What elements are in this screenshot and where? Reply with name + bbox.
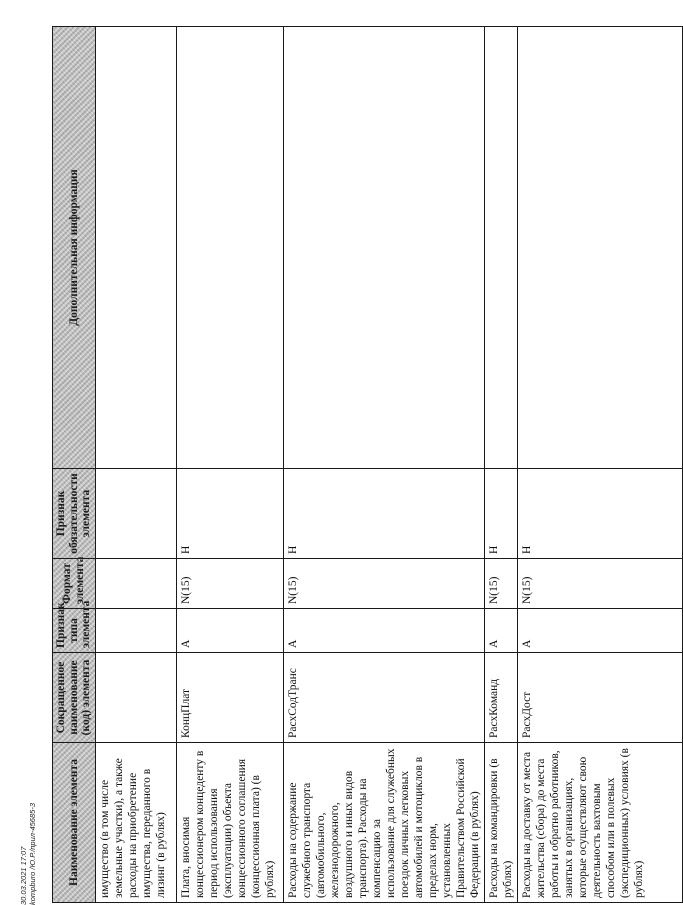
cell-required: Н xyxy=(176,469,283,559)
cell-code xyxy=(95,653,176,743)
print-stamp xyxy=(11,705,59,905)
table-row xyxy=(485,27,518,903)
cell-code: КонцПлат xyxy=(176,653,283,743)
cell-format: N(15) xyxy=(485,559,518,609)
cell-type: А xyxy=(176,609,283,653)
cell-required: Н xyxy=(283,469,484,559)
cell-required: Н xyxy=(485,469,518,559)
cell-name: Расходы на содержание служебного транспорта (автомобильного, железнодорожного, воздушного и иных видов транспорта). Расходы на компенсацию за использование для служебных поездок личных легковых автомобилей и мотоциклов в пределах норм, установленных Правительством Российской Федерации (в рублях) xyxy=(283,743,484,903)
cell-info xyxy=(485,27,518,469)
document-page xyxy=(52,25,646,905)
cell-name: Расходы на доставку от места жительства (сбора) до места работы и обратно работников, занятых в организациях, которые осуществляют свою деятельность вахтовым способом или в полевых (экспедиционных) условиях (в рублях) xyxy=(518,743,683,903)
stamp-operator: kompburo /Ю.Р./прил-45685-3 xyxy=(28,803,38,905)
table-row xyxy=(176,27,283,903)
cell-required: Н xyxy=(518,469,683,559)
cell-type xyxy=(95,609,176,653)
table-row xyxy=(283,27,484,903)
header-type: Признак типа элемента xyxy=(53,609,96,653)
elements-table xyxy=(52,26,683,903)
cell-info xyxy=(95,27,176,469)
cell-name: Расходы на командировки (в рублях) xyxy=(485,743,518,903)
cell-format: N(15) xyxy=(283,559,484,609)
cell-code: РасхСодТранс xyxy=(283,653,484,743)
cell-name: имущество (в том числе земельные участки), а также расходы на приобретение имущества, переданного в лизинг (в рублях) xyxy=(95,743,176,903)
table-row xyxy=(95,27,176,903)
cell-format: N(15) xyxy=(176,559,283,609)
cell-code: РасхДост xyxy=(518,653,683,743)
cell-info xyxy=(176,27,283,469)
header-info: Дополнительная информация xyxy=(53,27,96,469)
cell-format: N(15) xyxy=(518,559,683,609)
stamp-date: 30.03.2021 17:07 xyxy=(19,846,28,905)
cell-type: А xyxy=(485,609,518,653)
cell-format xyxy=(95,559,176,609)
cell-type: А xyxy=(283,609,484,653)
header-format: Формат элемента xyxy=(53,559,96,609)
cell-required xyxy=(95,469,176,559)
cell-type: А xyxy=(518,609,683,653)
header-required: Признак обязательности элемента xyxy=(53,469,96,559)
table-row xyxy=(518,27,683,903)
cell-info xyxy=(518,27,683,469)
header-name: Наименование элемента xyxy=(53,743,96,903)
header-short-name: Сокращенное наименование (код) элемента xyxy=(53,653,96,743)
cell-name: Плата, вносимая концессионером концеденту в период использования (эксплуатации) объекта концессионного соглашения (концессионная плата) (в рублях) xyxy=(176,743,283,903)
cell-code: РасхКоманд xyxy=(485,653,518,743)
cell-info xyxy=(283,27,484,469)
